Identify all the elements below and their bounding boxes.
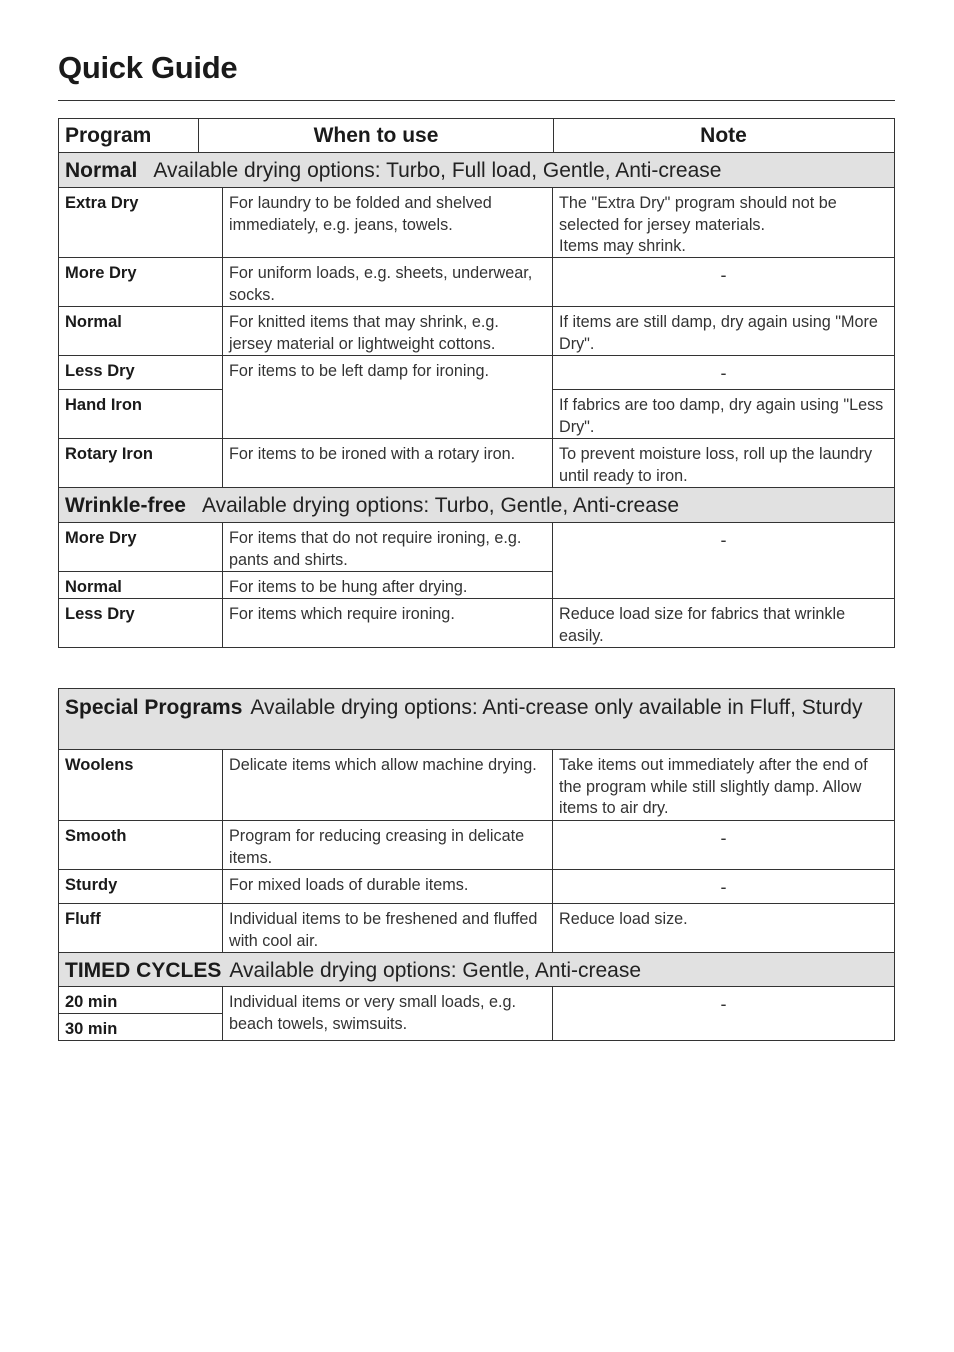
special-programs-table (58, 688, 895, 1041)
program-name: Woolens (59, 750, 223, 821)
note-cell: Reduce load size for fabrics that wrinkle easily. (553, 599, 895, 648)
when-to-use-cell: For items to be left damp for ironing. (223, 356, 553, 439)
note-cell: The "Extra Dry" program should not be selected for jersey materials. Items may shrink. (553, 188, 895, 258)
note-cell: Take items out immediately after the end of the program while still slightly damp. Allow items to air dry. (553, 750, 895, 821)
section-options: Available drying options: Anti-crease only available in Fluff, Sturdy (250, 696, 863, 719)
note-cell (553, 356, 895, 390)
section-header-special-programs (59, 689, 895, 750)
program-name: More Dry (59, 258, 223, 307)
note-cell (553, 870, 895, 904)
note-cell (553, 258, 895, 307)
note-dash: - (720, 530, 727, 550)
note-cell: To prevent moisture loss, roll up the laundry until ready to iron. (553, 439, 895, 488)
when-to-use-cell: Delicate items which allow machine drying. (223, 750, 553, 821)
program-name: Sturdy (59, 870, 223, 904)
program-name: Rotary Iron (59, 439, 223, 488)
note-dash: - (720, 877, 727, 897)
note-dash: - (720, 828, 727, 848)
program-name: More Dry (59, 523, 223, 572)
program-name: Normal (59, 572, 223, 599)
note-cell (553, 987, 895, 1041)
note-dash: - (720, 363, 727, 383)
when-to-use-cell: For items to be ironed with a rotary iron. (223, 439, 553, 488)
page-title: Quick Guide (58, 50, 238, 85)
when-to-use-cell: Individual items to be freshened and fluffed with cool air. (223, 904, 553, 953)
section-options: Available drying options: Gentle, Anti-crease (229, 959, 642, 982)
note-dash: - (720, 265, 727, 285)
section-options: Available drying options: Turbo, Gentle, Anti-crease (202, 494, 680, 517)
section-header-wrinkle-free (59, 488, 895, 523)
section-name: Wrinkle-free (65, 494, 186, 517)
when-to-use-cell: For uniform loads, e.g. sheets, underwear, socks. (223, 258, 553, 307)
when-to-use-cell: For knitted items that may shrink, e.g. jersey material or lightweight cottons. (223, 307, 553, 356)
section-name: TIMED CYCLES (65, 959, 222, 982)
when-to-use-cell: Individual items or very small loads, e.g. beach towels, swimsuits. (223, 987, 553, 1041)
note-cell (553, 523, 895, 599)
when-to-use-cell: For mixed loads of durable items. (223, 870, 553, 904)
section-header-timed-cycles (59, 953, 895, 987)
program-name: Normal (59, 307, 223, 356)
program-name: Extra Dry (59, 188, 223, 258)
when-to-use-cell: For items that do not require ironing, e.g. pants and shirts. (223, 523, 553, 572)
program-name: Less Dry (59, 599, 223, 648)
program-name: Smooth (59, 821, 223, 870)
column-header-when-to-use: When to use (198, 119, 554, 153)
program-name: 30 min (59, 1014, 223, 1041)
section-header-normal (59, 153, 895, 188)
column-header-program: Program (59, 119, 199, 153)
when-to-use-cell: Program for reducing creasing in delicate items. (223, 821, 553, 870)
column-header-note: Note (553, 119, 895, 153)
when-to-use-cell: For laundry to be folded and shelved immediately, e.g. jeans, towels. (223, 188, 553, 258)
drying-programs-table (58, 118, 895, 648)
program-name: Fluff (59, 904, 223, 953)
section-name: Normal (65, 159, 138, 182)
note-cell (553, 821, 895, 870)
section-options: Available drying options: Turbo, Full load, Gentle, Anti-crease (153, 159, 722, 182)
when-to-use-cell: For items which require ironing. (223, 599, 553, 648)
note-cell: If items are still damp, dry again using "More Dry". (553, 307, 895, 356)
title-divider (58, 100, 895, 101)
note-cell: If fabrics are too damp, dry again using "Less Dry". (553, 390, 895, 439)
note-cell: Reduce load size. (553, 904, 895, 953)
note-dash: - (720, 994, 727, 1014)
program-name: Less Dry (59, 356, 223, 390)
when-to-use-cell: For items to be hung after drying. (223, 572, 553, 599)
program-name: 20 min (59, 987, 223, 1014)
program-name: Hand Iron (59, 390, 223, 439)
section-name: Special Programs (65, 696, 243, 719)
